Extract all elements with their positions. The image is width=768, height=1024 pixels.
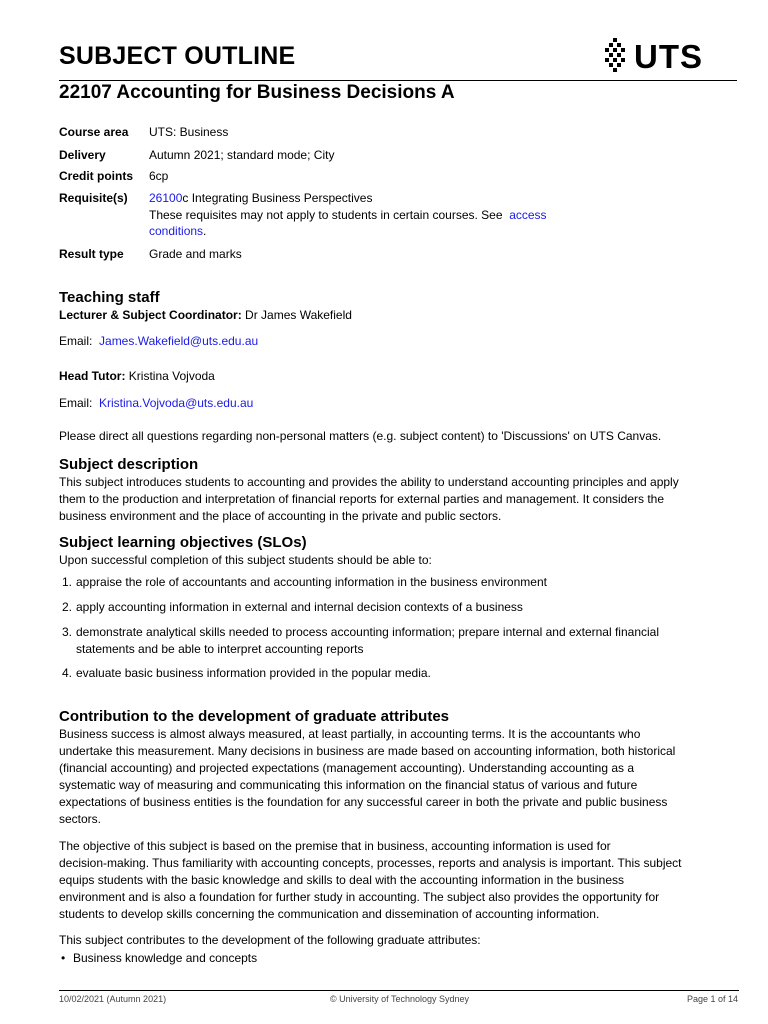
- description-line: business environment and the place of accounting in the private and public sectors.: [59, 509, 502, 523]
- footer-date: 10/02/2021 (Autumn 2021): [59, 994, 167, 1004]
- para-line: undertake this measurement. Many decisions in business are made based on accounting information, both historical: [59, 744, 676, 758]
- para-line: sectors.: [59, 812, 102, 826]
- uts-crest-icon: [604, 38, 626, 76]
- slo-text: appraise the role of accountants and accounting information in the business environment: [76, 575, 547, 589]
- tutor-email-link[interactable]: Kristina.Vojvoda@uts.edu.au: [99, 396, 254, 410]
- detail-value: [149, 191, 372, 205]
- coordinator-email-line: [59, 333, 739, 350]
- slo-text: evaluate basic business information provided in the popular media.: [76, 666, 431, 680]
- coordinator-name: Dr James Wakefield: [241, 308, 352, 322]
- para-line: decision-making. Thus familiarity with accounting concepts, processes, reports and analysis is important. This subject: [59, 856, 682, 870]
- email-label: Email:: [59, 396, 93, 410]
- access-period: .: [203, 224, 207, 238]
- graduate-attributes-para2: [59, 838, 739, 923]
- para-line: expectations of business entities is the foundation for any successful career in both the private and public business: [59, 795, 668, 809]
- description-text: [59, 474, 739, 525]
- tutor-role: Head Tutor:: [59, 369, 126, 383]
- para-line: systematic way of measuring and communicating this information on the financial status of various and future: [59, 778, 638, 792]
- coordinator-role: Lecturer & Subject Coordinator:: [59, 308, 242, 322]
- tutor-line: [59, 368, 739, 385]
- detail-label: Credit points: [59, 169, 133, 183]
- slo-text: [76, 624, 736, 658]
- para-line: Business success is almost always measured, at least partially, in accounting terms. It is the accountants who: [59, 727, 641, 741]
- tutor-email-line: [59, 395, 739, 412]
- coordinator-email-link[interactable]: James.Wakefield@uts.edu.au: [99, 334, 259, 348]
- coordinator-line: [59, 307, 739, 324]
- para-line: environment and is also a foundation for further study in accounting. The subject also provides the opportunity for: [59, 890, 660, 904]
- teaching-staff-heading: Teaching staff: [59, 289, 160, 306]
- slo-intro: Upon successful completion of this subject students should be able to:: [59, 553, 432, 567]
- para-line: equips students with the basic knowledge and skills to deal with the accounting information in the business: [59, 873, 625, 887]
- slo-number: 3.: [62, 625, 73, 639]
- document-type-heading: SUBJECT OUTLINE: [59, 42, 296, 70]
- footer-page-number: Page 1 of 14: [686, 994, 738, 1004]
- slo-number: 4.: [62, 666, 73, 680]
- footer-copyright: © University of Technology Sydney: [330, 994, 470, 1004]
- bullet-icon: •: [61, 951, 66, 965]
- detail-label: Delivery: [59, 148, 106, 162]
- description-line: them to the production and interpretation of financial reports for external parties and management. It considers the: [59, 492, 665, 506]
- access-conditions-link-line1[interactable]: access: [509, 208, 547, 222]
- para-line: students to develop skills concerning the communication and dissemination of accounting information.: [59, 907, 600, 921]
- para-line: The objective of this subject is based on the premise that in business, accounting information is used for: [59, 839, 611, 853]
- detail-value: 6cp: [149, 169, 169, 183]
- requisite-link[interactable]: 26100: [149, 191, 183, 205]
- detail-value: Autumn 2021; standard mode; City: [149, 148, 335, 162]
- requisite-note-body: These requisites may not apply to students in certain courses. See: [149, 208, 503, 222]
- slo-heading: Subject learning objectives (SLOs): [59, 534, 307, 551]
- logo-text: UTS: [634, 38, 703, 75]
- header-divider: [59, 80, 737, 81]
- requisite-note-text-2: [149, 224, 206, 238]
- detail-value: Grade and marks: [149, 247, 242, 261]
- access-conditions-link-line2[interactable]: conditions: [149, 224, 204, 238]
- graduate-attributes-para3: This subject contributes to the development of the following graduate attributes:: [59, 933, 481, 947]
- slo-line: statements and be able to interpret accounting reports: [76, 642, 364, 656]
- requisite-note-text: [149, 208, 547, 222]
- slo-number: 2.: [62, 600, 73, 614]
- uts-logo: [604, 38, 703, 76]
- detail-label: Result type: [59, 247, 124, 261]
- detail-value: UTS: Business: [149, 125, 229, 139]
- detail-label: Course area: [59, 125, 129, 139]
- graduate-attributes-heading: Contribution to the development of graduate attributes: [59, 708, 449, 725]
- graduate-attribute-text: Business knowledge and concepts: [73, 951, 258, 965]
- slo-text: apply accounting information in external and internal decision contexts of a business: [76, 600, 523, 614]
- tutor-name: Kristina Vojvoda: [125, 369, 215, 383]
- subject-title: 22107 Accounting for Business Decisions A: [59, 82, 455, 103]
- requisite-title: c Integrating Business Perspectives: [182, 191, 373, 205]
- email-label: Email:: [59, 334, 93, 348]
- para-line: (financial accounting) and projected expectations (management accounting). Understanding accounting as a: [59, 761, 635, 775]
- graduate-attributes-para1: [59, 726, 739, 828]
- slo-line: demonstrate analytical skills needed to process accounting information; prepare internal and external financial: [76, 625, 660, 639]
- footer-divider: [59, 990, 739, 991]
- discussions-note: Please direct all questions regarding non-personal matters (e.g. subject content) to 'Discussions' on UTS Canvas.: [59, 429, 662, 443]
- detail-label: Requisite(s): [59, 191, 128, 205]
- slo-number: 1.: [62, 575, 73, 589]
- description-line: This subject introduces students to accounting and provides the ability to understand accounting principles and apply: [59, 475, 679, 489]
- description-heading: Subject description: [59, 456, 199, 473]
